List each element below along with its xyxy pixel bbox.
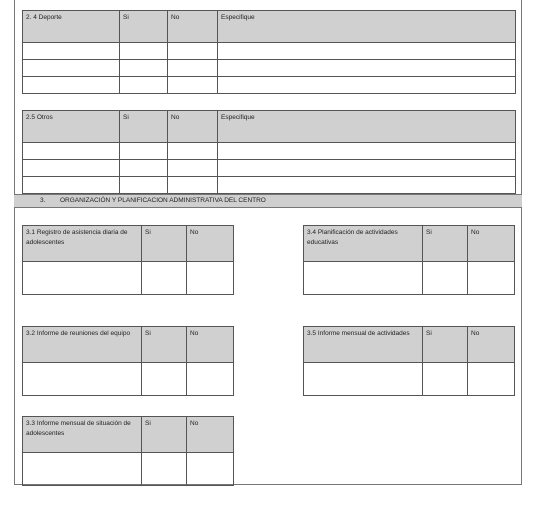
sport-si-header: Si — [120, 11, 168, 43]
box-3-2-si-header: Si — [142, 327, 187, 363]
table-row — [23, 160, 516, 177]
box-3-1-no-header: No — [187, 226, 234, 262]
box-3-3-no-header: No — [187, 417, 234, 453]
section-3-header — [14, 194, 522, 208]
box-3-2-no-header: No — [187, 327, 234, 363]
others-no-cell[interactable] — [168, 160, 218, 177]
sport-specify-cell[interactable] — [218, 60, 516, 77]
sport-specify-header: Especifique — [218, 11, 516, 43]
sport-no-cell[interactable] — [168, 60, 218, 77]
box-3-1-title: 3.1 Registro de asistencia diaria de adolescentes — [23, 226, 142, 262]
box-3-2 — [22, 326, 234, 396]
box-3-2-title: 3.2 Informe de reuniones del equipo — [23, 327, 142, 363]
box-3-2-si-cell[interactable] — [142, 363, 187, 396]
others-no-header: No — [168, 111, 218, 143]
section-3-number: 3. — [40, 197, 46, 204]
others-title: 2.5 Otros — [23, 111, 120, 143]
box-3-1-no-cell[interactable] — [187, 262, 234, 295]
others-si-cell[interactable] — [120, 177, 168, 194]
others-entry-cell[interactable] — [23, 160, 120, 177]
box-3-4 — [303, 225, 515, 295]
others-no-cell[interactable] — [168, 143, 218, 160]
box-3-1-entry-cell[interactable] — [23, 262, 142, 295]
table-row — [23, 43, 516, 60]
box-3-4-no-header: No — [468, 226, 515, 262]
table-row — [23, 60, 516, 77]
box-3-5-si-header: Si — [423, 327, 468, 363]
table-row — [23, 77, 516, 94]
section-3-title: ORGANIZACIÓN Y PLANIFICACION ADMINISTRATIVA DEL CENTRO — [60, 197, 266, 204]
sport-specify-cell[interactable] — [218, 43, 516, 60]
sport-title: 2. 4 Deporte — [23, 11, 120, 43]
sport-si-cell[interactable] — [120, 60, 168, 77]
box-3-3-si-header: Si — [142, 417, 187, 453]
others-si-header: Si — [120, 111, 168, 143]
sport-specify-cell[interactable] — [218, 77, 516, 94]
sport-no-cell[interactable] — [168, 77, 218, 94]
box-3-5 — [303, 326, 515, 396]
box-3-4-entry-cell[interactable] — [304, 262, 423, 295]
box-3-3-si-cell[interactable] — [142, 453, 187, 486]
box-3-3-entry-cell[interactable] — [23, 453, 142, 486]
others-specify-header: Especifique — [218, 111, 516, 143]
sport-entry-cell[interactable] — [23, 43, 120, 60]
box-3-4-no-cell[interactable] — [468, 262, 515, 295]
box-3-5-si-cell[interactable] — [423, 363, 468, 396]
box-3-3 — [22, 416, 234, 486]
box-3-1-si-cell[interactable] — [142, 262, 187, 295]
box-3-3-title: 3.3 Informe mensual de situación de adolescentes — [23, 417, 142, 453]
sport-no-header: No — [168, 11, 218, 43]
box-3-5-title: 3.5 Informe mensual de actividades — [304, 327, 423, 363]
sport-si-cell[interactable] — [120, 43, 168, 60]
sport-entry-cell[interactable] — [23, 60, 120, 77]
box-3-5-no-cell[interactable] — [468, 363, 515, 396]
box-3-3-no-cell[interactable] — [187, 453, 234, 486]
others-entry-cell[interactable] — [23, 143, 120, 160]
box-3-1-si-header: Si — [142, 226, 187, 262]
box-3-5-entry-cell[interactable] — [304, 363, 423, 396]
others-entry-cell[interactable] — [23, 177, 120, 194]
box-3-2-no-cell[interactable] — [187, 363, 234, 396]
box-3-2-entry-cell[interactable] — [23, 363, 142, 396]
sport-table — [22, 10, 516, 94]
others-table — [22, 110, 516, 194]
others-specify-cell[interactable] — [218, 160, 516, 177]
others-no-cell[interactable] — [168, 177, 218, 194]
sport-si-cell[interactable] — [120, 77, 168, 94]
sport-no-cell[interactable] — [168, 43, 218, 60]
table-row — [23, 177, 516, 194]
box-3-1 — [22, 225, 234, 295]
table-row — [23, 143, 516, 160]
sport-entry-cell[interactable] — [23, 77, 120, 94]
others-specify-cell[interactable] — [218, 177, 516, 194]
others-si-cell[interactable] — [120, 143, 168, 160]
others-si-cell[interactable] — [120, 160, 168, 177]
others-specify-cell[interactable] — [218, 143, 516, 160]
box-3-4-si-header: Si — [423, 226, 468, 262]
box-3-4-si-cell[interactable] — [423, 262, 468, 295]
box-3-4-title: 3.4 Planificación de actividades educativas — [304, 226, 423, 262]
box-3-5-no-header: No — [468, 327, 515, 363]
